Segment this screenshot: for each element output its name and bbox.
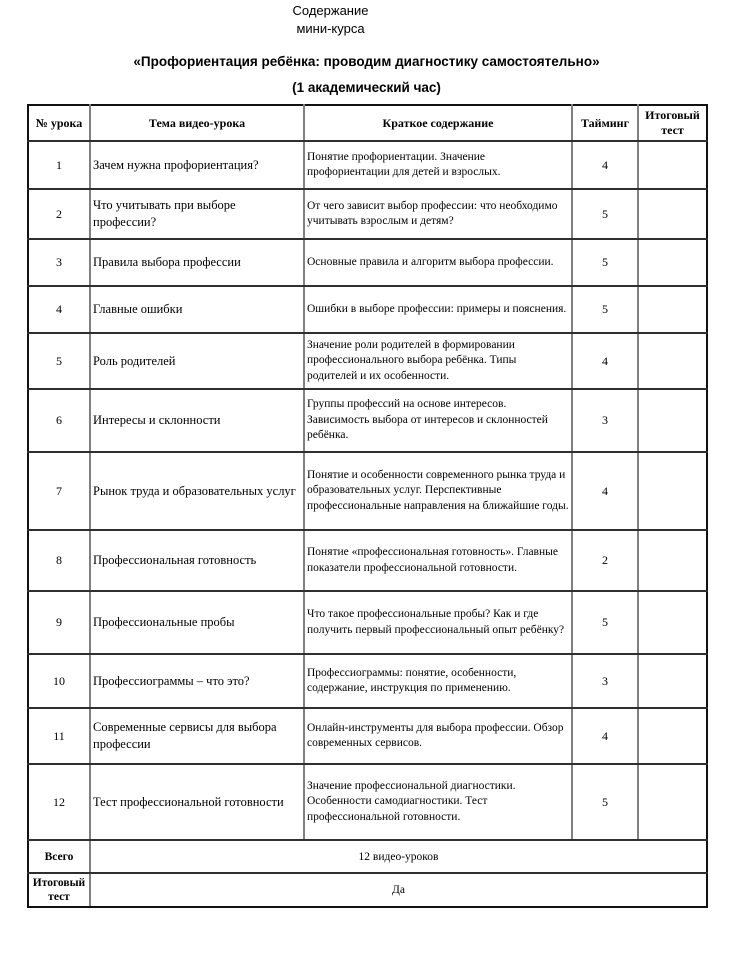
table-row bbox=[28, 530, 707, 591]
lesson-final-test bbox=[638, 286, 707, 333]
lesson-timing: 4 bbox=[572, 708, 638, 764]
lesson-final-test bbox=[638, 389, 707, 452]
lesson-summary: Онлайн-инструменты для выбора профессии. Обзор современных сервисов. bbox=[304, 708, 572, 764]
final-test-value: Да bbox=[90, 873, 707, 907]
final-test-label: Итоговый тест bbox=[28, 873, 90, 907]
lesson-summary: Группы профессий на основе интересов. Зависимость выбора от интересов и склонностей ребёнка. bbox=[304, 389, 572, 452]
lesson-number: 9 bbox=[28, 591, 90, 654]
table-row bbox=[28, 141, 707, 189]
lesson-timing: 5 bbox=[572, 286, 638, 333]
lesson-number: 2 bbox=[28, 189, 90, 239]
lesson-number: 8 bbox=[28, 530, 90, 591]
final-test-row bbox=[28, 873, 707, 907]
lesson-number: 3 bbox=[28, 239, 90, 286]
total-row bbox=[28, 840, 707, 873]
lesson-final-test bbox=[638, 591, 707, 654]
lesson-topic: Что учитывать при выборе профессии? bbox=[90, 189, 304, 239]
lesson-summary: Понятие «профессиональная готовность». Главные показатели профессиональной готовности. bbox=[304, 530, 572, 591]
course-duration: (1 академический час) bbox=[292, 80, 441, 95]
lesson-final-test bbox=[638, 239, 707, 286]
lesson-summary: Профессиограммы: понятие, особенности, содержание, инструкция по применению. bbox=[304, 654, 572, 708]
lesson-topic: Правила выбора профессии bbox=[90, 239, 304, 286]
lesson-timing: 4 bbox=[572, 141, 638, 189]
table-row bbox=[28, 452, 707, 530]
table-row bbox=[28, 239, 707, 286]
lesson-topic: Тест профессиональной готовности bbox=[90, 764, 304, 840]
lesson-final-test bbox=[638, 654, 707, 708]
lesson-number: 12 bbox=[28, 764, 90, 840]
table-row bbox=[28, 189, 707, 239]
lesson-summary: От чего зависит выбор профессии: что необходимо учитывать взрослым и детям? bbox=[304, 189, 572, 239]
table-row bbox=[28, 708, 707, 764]
col-header-lesson-number: № урока bbox=[28, 105, 90, 141]
table-header-row bbox=[28, 105, 707, 141]
total-label: Всего bbox=[28, 840, 90, 873]
lesson-number: 7 bbox=[28, 452, 90, 530]
table-row bbox=[28, 591, 707, 654]
lesson-final-test bbox=[638, 452, 707, 530]
lesson-final-test bbox=[638, 333, 707, 389]
lesson-topic: Профессиограммы – что это? bbox=[90, 654, 304, 708]
lesson-topic: Зачем нужна профориентация? bbox=[90, 141, 304, 189]
lesson-summary: Значение роли родителей в формировании профессионального выбора ребёнка. Типы родителей и их особенности. bbox=[304, 333, 572, 389]
lesson-summary: Понятие и особенности современного рынка труда и образовательных услуг. Перспективные профессиональные направления на ближайшие годы. bbox=[304, 452, 572, 530]
lesson-final-test bbox=[638, 189, 707, 239]
toc-heading: Содержание bbox=[292, 3, 369, 18]
table-row bbox=[28, 764, 707, 840]
lesson-timing: 3 bbox=[572, 654, 638, 708]
lesson-number: 6 bbox=[28, 389, 90, 452]
col-header-summary: Краткое содержание bbox=[304, 105, 572, 141]
lesson-topic: Главные ошибки bbox=[90, 286, 304, 333]
total-value: 12 видео-уроков bbox=[90, 840, 707, 873]
lesson-summary: Понятие профориентации. Значение профориентации для детей и взрослых. bbox=[304, 141, 572, 189]
lesson-number: 11 bbox=[28, 708, 90, 764]
col-header-topic: Тема видео-урока bbox=[90, 105, 304, 141]
toc-subheading: мини-курса bbox=[296, 21, 365, 36]
lesson-topic: Профессиональная готовность bbox=[90, 530, 304, 591]
lesson-number: 10 bbox=[28, 654, 90, 708]
lesson-timing: 2 bbox=[572, 530, 638, 591]
course-contents-table bbox=[27, 104, 708, 908]
table-row bbox=[28, 333, 707, 389]
lesson-timing: 5 bbox=[572, 189, 638, 239]
lesson-topic: Профессиональные пробы bbox=[90, 591, 304, 654]
lesson-number: 5 bbox=[28, 333, 90, 389]
course-title-block bbox=[0, 55, 733, 95]
lesson-final-test bbox=[638, 141, 707, 189]
lesson-timing: 5 bbox=[572, 239, 638, 286]
table-row bbox=[28, 389, 707, 452]
lesson-number: 4 bbox=[28, 286, 90, 333]
lesson-final-test bbox=[638, 764, 707, 840]
lesson-timing: 5 bbox=[572, 591, 638, 654]
lesson-summary: Что такое профессиональные пробы? Как и где получить первый профессиональный опыт ребёнку? bbox=[304, 591, 572, 654]
col-header-final-test: Итоговый тест bbox=[638, 105, 707, 141]
lesson-topic: Интересы и склонности bbox=[90, 389, 304, 452]
document-header bbox=[0, 0, 697, 38]
lesson-topic: Рынок труда и образовательных услуг bbox=[90, 452, 304, 530]
col-header-timing: Тайминг bbox=[572, 105, 638, 141]
table-row bbox=[28, 286, 707, 333]
lesson-summary: Ошибки в выборе профессии: примеры и пояснения. bbox=[304, 286, 572, 333]
lesson-timing: 4 bbox=[572, 452, 638, 530]
lesson-timing: 5 bbox=[572, 764, 638, 840]
lesson-summary: Основные правила и алгоритм выбора профессии. bbox=[304, 239, 572, 286]
lesson-topic: Современные сервисы для выбора профессии bbox=[90, 708, 304, 764]
lesson-final-test bbox=[638, 708, 707, 764]
lesson-timing: 3 bbox=[572, 389, 638, 452]
lesson-number: 1 bbox=[28, 141, 90, 189]
table-row bbox=[28, 654, 707, 708]
lesson-topic: Роль родителей bbox=[90, 333, 304, 389]
lesson-final-test bbox=[638, 530, 707, 591]
lesson-summary: Значение профессиональной диагностики. Особенности самодиагностики. Тест профессиональной готовности. bbox=[304, 764, 572, 840]
course-title: «Профориентация ребёнка: проводим диагностику самостоятельно» bbox=[133, 54, 600, 69]
lesson-timing: 4 bbox=[572, 333, 638, 389]
